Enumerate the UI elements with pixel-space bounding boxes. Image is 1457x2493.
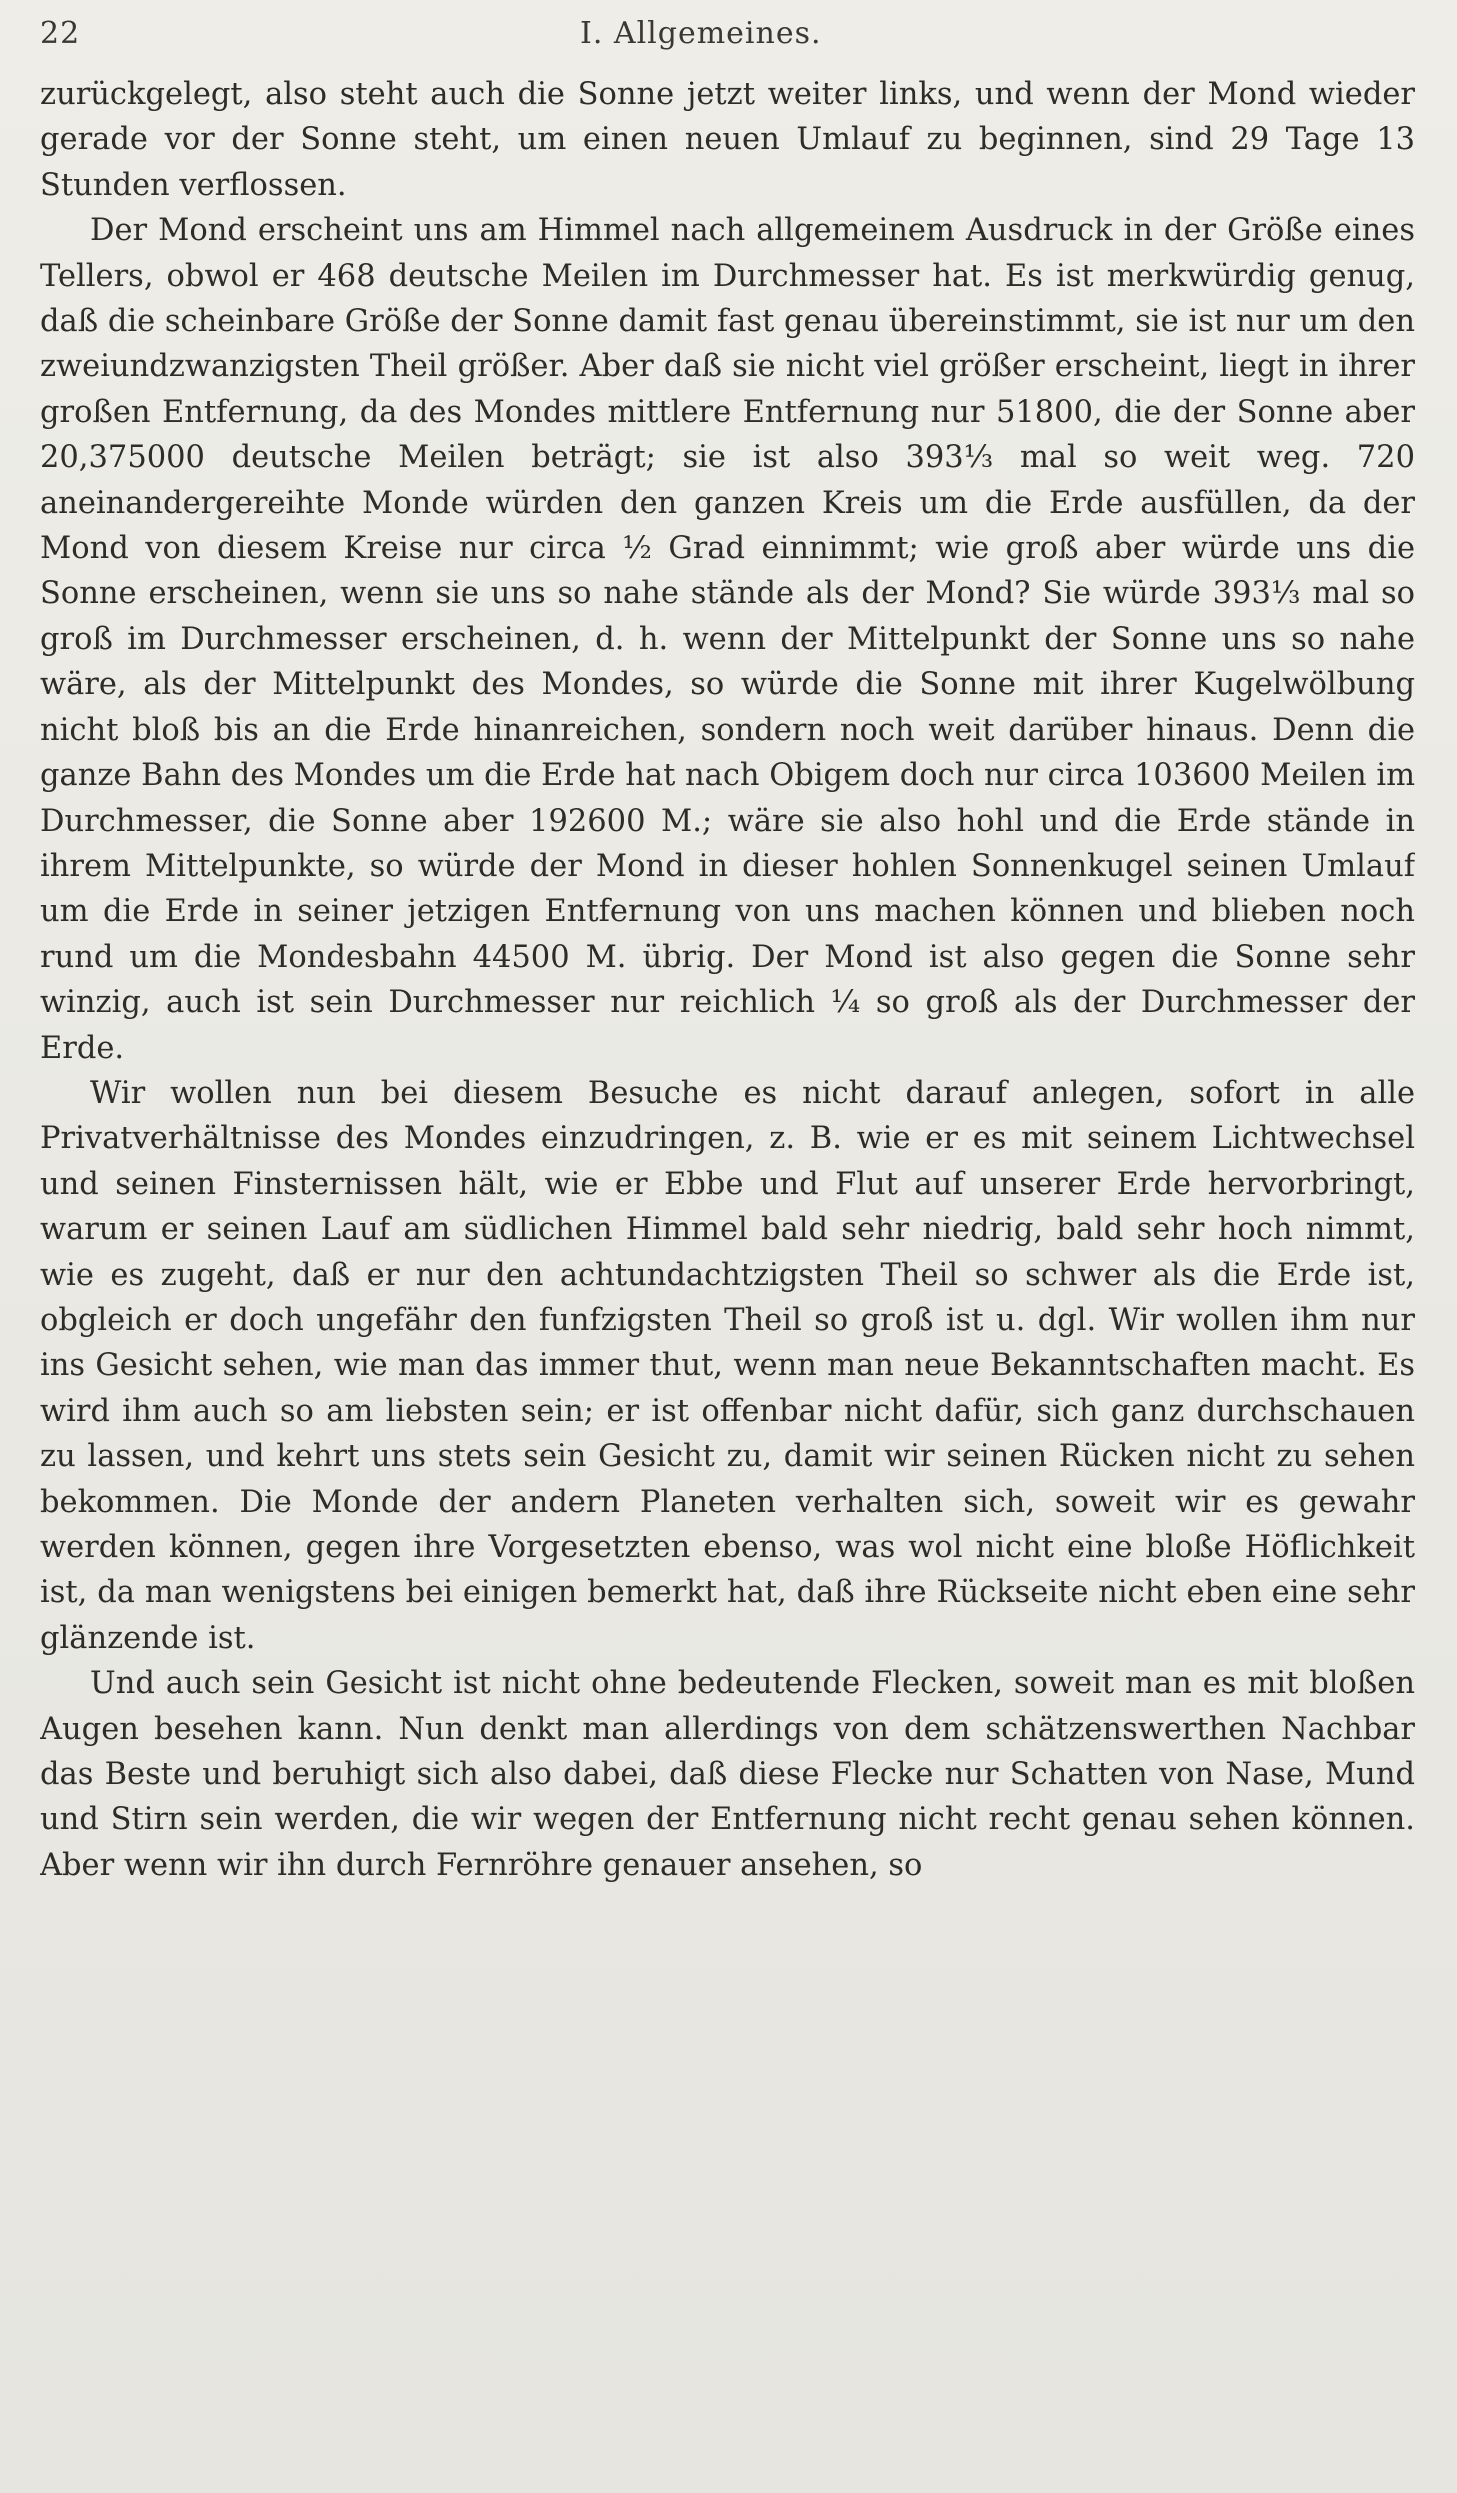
page-number: 22	[40, 16, 81, 51]
paragraph-4: Und auch sein Gesicht ist nicht ohne bedeutende Flecken, soweit man es mit bloßen Augen besehen kann. Nun denkt man allerdings von dem schätzenswerthen Nachbar das Beste und beruhigt sich also dabei, daß diese Flecke nur Schatten von Nase, Mund und Stirn sein werden, die wir wegen der Entfernung nicht recht genau sehen können. Aber wenn wir ihn durch Fernröhre genauer ansehen, so	[40, 1666, 1415, 1883]
paragraph-2: Der Mond erscheint uns am Himmel nach allgemeinem Ausdruck in der Größe eines Tellers, obwol er 468 deutsche Meilen im Durchmesser hat. Es ist merkwürdig genug, daß die scheinbare Größe der Sonne damit fast genau übereinstimmt, sie ist nur um den zweiundzwanzigsten Theil größer. Aber daß sie nicht viel größer erscheint, liegt in ihrer großen Entfernung, da des Mondes mittlere Entfernung nur 51800, die der Sonne aber 20,375000 deutsche Meilen beträgt; sie ist also 393⅓ mal so weit weg. 720 aneinandergereihte Monde würden den ganzen Kreis um die Erde ausfüllen, da der Mond von diesem Kreise nur circa ½ Grad einnimmt; wie groß aber würde uns die Sonne erscheinen, wenn sie uns so nahe stände als der Mond? Sie würde 393⅓ mal so groß im Durchmesser erscheinen, d. h. wenn der Mittelpunkt der Sonne uns so nahe wäre, als der Mittelpunkt des Mondes, so würde die Sonne mit ihrer Kugelwölbung nicht bloß bis an die Erde hinanreichen, sondern noch weit darüber hinaus. Denn die ganze Bahn des Mondes um die Erde hat nach Obigem doch nur circa 103600 Meilen im Durchmesser, die Sonne aber 192600 M.; wäre sie also hohl und die Erde stände in ihrem Mittelpunkte, so würde der Mond in dieser hohlen Sonnenkugel seinen Umlauf um die Erde in seiner jetzigen Entfernung von uns machen können und blieben noch rund um die Mondesbahn 44500 M. übrig. Der Mond ist also gegen die Sonne sehr winzig, auch ist sein Durchmesser nur reichlich ¼ so groß als der Durchmesser der Erde.	[40, 213, 1415, 1066]
page-header	[40, 16, 1420, 56]
body-text	[40, 72, 1415, 2472]
paragraph-3: Wir wollen nun bei diesem Besuche es nicht darauf anlegen, sofort in alle Privatverhältnisse des Mondes einzudringen, z. B. wie er es mit seinem Lichtwechsel und seinen Finsternissen hält, wie er Ebbe und Flut auf unserer Erde hervorbringt, warum er seinen Lauf am südlichen Himmel bald sehr niedrig, bald sehr hoch nimmt, wie es zugeht, daß er nur den achtundachtzigsten Theil so schwer als die Erde ist, obgleich er doch ungefähr den funfzigsten Theil so groß ist u. dgl. Wir wollen ihm nur ins Gesicht sehen, wie man das immer thut, wenn man neue Bekanntschaften macht. Es wird ihm auch so am liebsten sein; er ist offenbar nicht dafür, sich ganz durchschauen zu lassen, und kehrt uns stets sein Gesicht zu, damit wir seinen Rücken nicht zu sehen bekommen. Die Monde der andern Planeten verhalten sich, soweit wir es gewahr werden können, gegen ihre Vorgesetzten ebenso, was wol nicht eine bloße Höflichkeit ist, da man wenigstens bei einigen bemerkt hat, daß ihre Rückseite nicht eben eine sehr glänzende ist.	[40, 1075, 1415, 1656]
running-title: I. Allgemeines.	[580, 16, 822, 51]
paragraph-1: zurückgelegt, also steht auch die Sonne jetzt weiter links, und wenn der Mond wieder gerade vor der Sonne steht, um einen neuen Umlauf zu beginnen, sind 29 Tage 13 Stunden verflossen.	[40, 77, 1415, 203]
